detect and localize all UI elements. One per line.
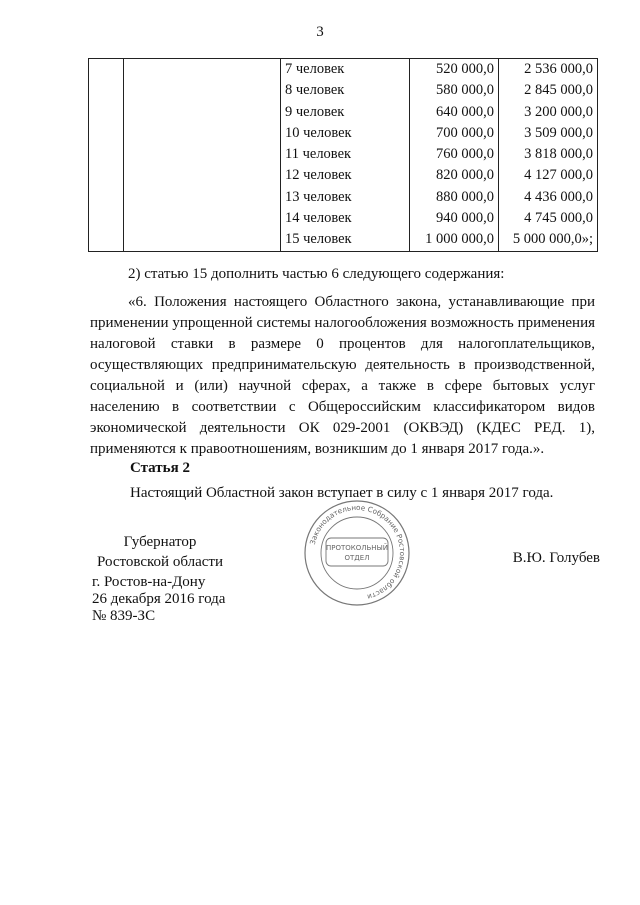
amount-cell: 580 000,0 [410,80,499,101]
empty-cell [124,165,281,186]
empty-cell [124,59,281,81]
amount-cell: 820 000,0 [410,165,499,186]
empty-cell [124,123,281,144]
table-row [89,59,598,81]
amount-cell: 700 000,0 [410,123,499,144]
amount-cell: 2 536 000,0 [499,59,598,81]
amount-cell: 4 127 000,0 [499,165,598,186]
article-heading: Статья 2 [130,460,190,476]
signatory-title-line: Губернатор [123,534,197,550]
table-row [89,165,598,186]
place-date-number [92,574,225,625]
amount-cell: 2 845 000,0 [499,80,598,101]
table-row [89,80,598,101]
empty-cell [124,144,281,165]
empty-cell [89,165,124,186]
amount-cell: 880 000,0 [410,187,499,208]
staff-count-cell: 7 человек [281,59,410,81]
empty-cell [89,187,124,208]
quoted-amendment-text: «6. Положения настоящего Областного закона, устанавливающие при применении упрощенной системы налогообложения возможность применения налоговой ставки в размере 0 процентов для налогоплательщиков, осуществляющих предпринимательскую деятельность в производственной, социальной и (или) научной сферах, а также в сфере бытовых услуг населению в соответствии с Общероссийским классификатором видов экономической деятельности ОК 029-2001 (ОКВЭД) (КДЕС РЕД. 1), применяются к правоотношениям, возникшим до 1 января 2017 года.». [90,294,595,457]
amount-cell: 940 000,0 [410,208,499,229]
amount-cell: 3 200 000,0 [499,102,598,123]
staff-amount-table [88,58,598,252]
seal-ring-text: Законодательное Собрание Ростовской области [307,502,408,602]
signatory-title [90,532,230,572]
empty-cell [89,102,124,123]
table-row [89,123,598,144]
empty-cell [89,208,124,229]
page-number: 3 [316,24,324,40]
staff-count-cell: 9 человек [281,102,410,123]
article-text: Настоящий Областной закон вступает в силу с 1 января 2017 года. [130,485,554,501]
amount-cell: 3 818 000,0 [499,144,598,165]
official-seal-stamp [302,498,412,608]
staff-count-cell: 10 человек [281,123,410,144]
amount-cell: 4 436 000,0 [499,187,598,208]
staff-count-cell: 14 человек [281,208,410,229]
table-row [89,208,598,229]
empty-cell [124,208,281,229]
staff-count-cell: 12 человек [281,165,410,186]
empty-cell [89,123,124,144]
seal-center-text: ОТДЕЛ [344,554,370,562]
staff-count-cell: 13 человек [281,187,410,208]
amount-cell: 760 000,0 [410,144,499,165]
table-row [89,144,598,165]
staff-count-cell: 15 человек [281,229,410,251]
amount-cell: 5 000 000,0»; [499,229,598,251]
empty-cell [124,187,281,208]
empty-cell [89,80,124,101]
table-row [89,102,598,123]
date: 26 декабря 2016 года [92,591,226,607]
amount-cell: 4 745 000,0 [499,208,598,229]
svg-text:Законодательное Собрание Росто [308,503,407,602]
amount-cell: 3 509 000,0 [499,123,598,144]
amount-cell: 520 000,0 [410,59,499,81]
seal-center-text: ПРОТОКОЛЬНЫЙ [325,544,389,552]
table-row [89,187,598,208]
amount-cell: 1 000 000,0 [410,229,499,251]
staff-count-cell: 11 человек [281,144,410,165]
empty-cell [124,102,281,123]
city: г. Ростов-на-Дону [92,574,206,590]
empty-cell [89,229,124,251]
amount-cell: 640 000,0 [410,102,499,123]
law-number: № 839-ЗС [92,608,156,624]
empty-cell [89,144,124,165]
table-row [89,229,598,251]
amendment-paragraph: 2) статью 15 дополнить частью 6 следующего содержания: [128,266,505,282]
staff-count-cell: 8 человек [281,80,410,101]
signatory-title-line: Ростовской области [97,554,223,570]
signatory-name: В.Ю. Голубев [512,550,600,566]
empty-cell [124,80,281,101]
empty-cell [89,59,124,81]
empty-cell [124,229,281,251]
